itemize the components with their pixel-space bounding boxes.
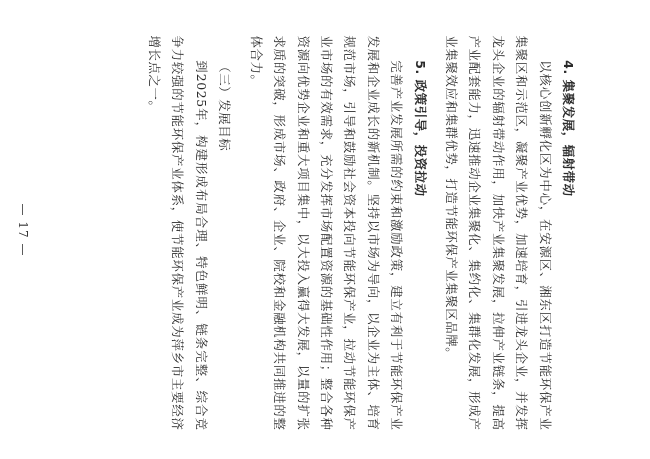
section-spacer [432,35,440,430]
section-4-heading: 4. 集聚发展，辐射带动 [561,59,576,197]
development-goals-heading: （三）发展目标 [217,59,233,151]
document-body [143,35,580,430]
section-spacer [236,35,244,430]
section-5-heading: 5. 政策引导，投资拉动 [412,59,428,197]
page-number: — 17 — [16,203,30,256]
section-5-paragraph: 完善产业发展所需的约束和激励政策，建立有利于节能环保产业发展和企业成长的新机制。坚持以市场为导向，以企业为主体、培育规范市场，引导和鼓励社会资本投向节能环保产业，拉动节能环保产业市场的有效需求，充分发挥市场配置资源的基础性作用；整合各种资源向优势企业和重大项目集中，以大投入赢得大发展，以量的扩张求质的突破，形成市场、政府、企业、院校和金融机构共同推进的整体合力。 [248,35,405,430]
section-4-paragraph: 以核心创新孵化区为中心，在安源区、湘东区打造节能环保产业集聚区和示范区，凝聚产业优势，加速培育，引进龙头企业，并发挥龙头企业的辐射带动作用，加快产业集聚发展，拉伸产业链条，提高产业配套能力，迅速推动企业集聚化、集约化、集群化发展，形成产业集聚效应和集群优势，打造节能环保产业集聚区品牌。 [443,35,553,430]
development-goals-paragraph: 到2025年，构建形成布局合理、特色鲜明、链条完整、综合竞争力较强的节能环保产业体系，使节能环保产业成为萍乡市主要经济增长点之一。 [147,35,209,430]
